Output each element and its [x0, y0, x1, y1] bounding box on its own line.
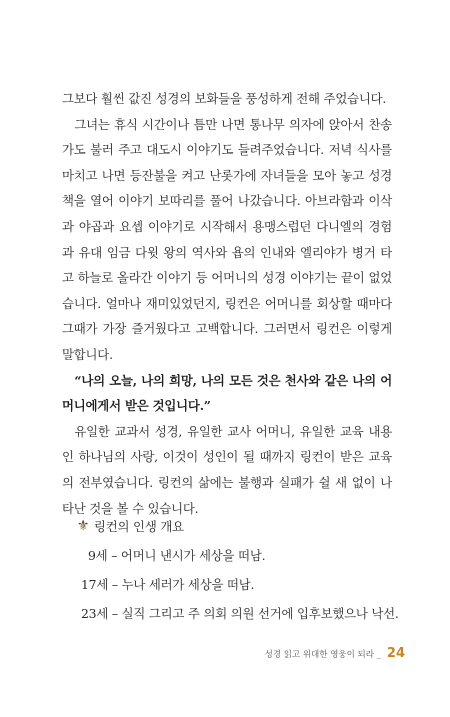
paragraph-1: 그보다 훨씬 값진 성경의 보화들을 풍성하게 전해 주었습니다.: [62, 91, 387, 106]
overview-title: 링컨의 인생 개요: [94, 519, 184, 534]
book-title-part: 영웅이 되라: [330, 650, 374, 660]
overview-item: 23세 – 실직 그리고 주 의회 의원 선거에 입후보했으나 낙선.: [81, 606, 399, 621]
overview-item: 9세 – 어머니 낸시가 세상을 떠남.: [88, 548, 266, 563]
overview-item: 17세 – 누나 세러가 세상을 떠남.: [81, 577, 255, 592]
quote-paragraph: “나의 오늘, 나의 희망, 나의 모든 것은 천사와 같은 나의 어머니에게서 받은 것입니다.”: [62, 372, 392, 414]
fleur-de-lis-icon: ⚜: [76, 518, 90, 534]
book-title-part: 성경 읽고: [264, 650, 301, 660]
book-title-part: 위대한: [302, 650, 328, 660]
overview-heading: [76, 512, 406, 541]
paragraph-4: 유일한 교과서 성경, 유일한 교사 어머니, 유일한 교육 내용인 하나님의 사랑, 이것이 성인이 될 때까지 링컨이 받은 교육의 전부였습니다. 링컨의 삶에는 불행과 실패가 쉴 새 없이 나타난 것을 볼 수 있습니다.: [62, 423, 392, 516]
book-title: [265, 648, 381, 660]
body-text: [62, 86, 392, 521]
footer-separator: _: [376, 650, 381, 660]
page-footer: [265, 646, 405, 661]
overview-section: [76, 512, 406, 628]
paragraph-2: 그녀는 휴식 시간이나 틈만 나면 통나무 의자에 앉아서 찬송가도 불러 주고 대도시 이야기도 들려주었습니다. 저녁 식사를 마치고 나면 등잔불을 켜고 난롯가에 자녀들을 모아 놓고 성경책을 열어 이야기 보따리를 풀어 나갔습니다. 아브라함과 이삭과 야곱과 요셉 이야기로 시작해서 용맹스럽던 다니엘의 경험과 유대 임금 다윗 왕의 역사와 욥의 인내와 엘리야가 병거 타고 하늘로 올라간 이야기 등 어머니의 성경 이야기는 끝이 없었습니다. 얼마나 재미있었던지, 링컨은 어머니를 회상할 때마다 그때가 가장 즐거웠다고 고백합니다. 그러면서 링컨은 이렇게 말합니다.: [62, 116, 392, 362]
page-number: 24: [386, 646, 405, 661]
